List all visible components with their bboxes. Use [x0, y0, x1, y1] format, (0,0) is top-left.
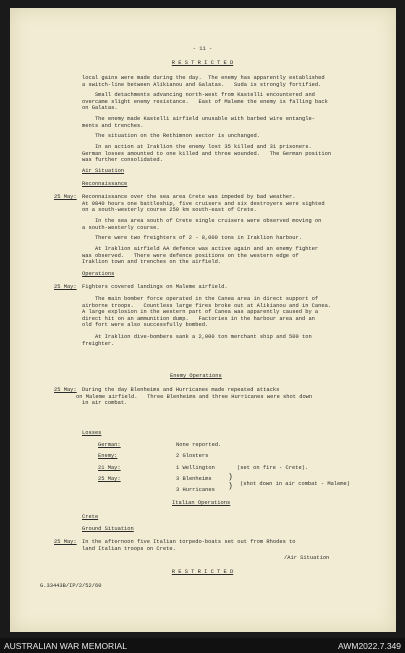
losses-21-may-label: 21 May: — [98, 465, 121, 471]
catchword: /Air Situation — [284, 555, 330, 561]
recce-4-line-1: At Iraklion airfield AA defence was active again and an enemy fighter — [82, 246, 319, 252]
para-3-line-2: ments and trenches. — [82, 122, 144, 129]
heading-air-situation: Air Situation — [82, 168, 125, 174]
archive-footer — [0, 638, 405, 653]
ops-3-line-2: freighter. — [82, 340, 115, 347]
ground-line-1: In the afternoon five Italian torpedo-boats set out from Rhodes to — [82, 539, 296, 545]
losses-enemy-label: Enemy: — [98, 453, 118, 459]
heading-ground-situation: Ground Situation — [82, 526, 134, 532]
recce-4-line-2: was observed. There were defence positions on the western edge of — [82, 252, 299, 259]
date-1: 25 May: — [54, 194, 77, 200]
losses-21-may-value: 1 Wellington — [176, 465, 215, 471]
recce-2-line-1: In the sea area south of Crete single cruisers were observed moving on — [82, 218, 322, 224]
ops-2-line-4: direct hit on an ammunition dump. Factories in the harbour area and an — [82, 315, 315, 322]
losses-21-may-note: (set on fire - Crete). — [237, 465, 309, 471]
date-4: 25 May: — [54, 539, 77, 545]
enemy-ops-line-3: in air combat. — [82, 400, 128, 407]
ops-2-line-2: airborne troops. Countless large fires broke out at Alikianou and in Canea. — [82, 302, 332, 309]
losses-german-value: None reported. — [176, 442, 222, 448]
heading-italian-operations: Italian Operations — [172, 500, 231, 506]
recce-4-line-3: Iraklion town and trenches on the airfield. — [82, 259, 222, 266]
page-number: - 11 - — [192, 46, 213, 52]
heading-losses: Losses — [82, 430, 102, 436]
ops-2-line-5: old fort were also successfully bombed. — [82, 322, 209, 329]
ops-2-line-1: The main bomber force operated in the Canea area in direct support of — [82, 296, 319, 302]
ops-1: Fighters covered landings on Maleme airfield. — [82, 284, 228, 290]
brace-icon: ) ) — [228, 473, 233, 491]
enemy-ops-line-1: During the day Blenheims and Hurricanes made repeated attacks — [82, 387, 280, 393]
recce-1-line-1: Reconnaissance over the sea area Crete was impeded by bad weather. — [82, 194, 296, 200]
ops-2-line-3: A large explosion in the western part of Canea was apparently caused by a — [82, 309, 319, 316]
para-2-line-1: Small detachments advancing north-west from Kastelli encountered and — [82, 92, 315, 98]
enemy-ops-line-2: on Maleme airfield. Three Blenheims and three Hurricanes were shot down — [76, 393, 313, 400]
ground-line-2: land Italian troops on Crete. — [82, 545, 176, 552]
heading-operations: Operations — [82, 271, 115, 277]
para-2-line-3: on Galatas. — [82, 105, 118, 112]
classification-bottom: R E S T R I C T E D — [171, 569, 234, 575]
losses-25-may-value-2: 3 Hurricanes — [176, 487, 215, 493]
classification-top: R E S T R I C T E D — [171, 60, 234, 66]
para-1-line-1: local gains were made during the day. The enemy has apparently established — [82, 75, 325, 81]
para-4: The situation on the Rethimnon sector is unchanged. — [82, 133, 260, 139]
para-3-line-1: The enemy made Kastelli airfield unusable with barbed wire entangle- — [82, 116, 315, 122]
recce-2-line-2: a south-westerly course. — [82, 224, 160, 231]
heading-reconnaissance: Reconnaissance — [82, 181, 128, 187]
recce-1-line-2: At 0840 hours one battleship, five cruisers and six destroyers were sighted — [82, 200, 325, 207]
footer-accession-number: AWM2022.7.349 — [338, 641, 401, 651]
para-5-line-2: German losses amounted to one killed and three wounded. The German position — [82, 150, 332, 157]
heading-enemy-operations: Enemy Operations — [170, 373, 222, 379]
para-1-line-2: a switch-line between Alikianou and Galatas. Suda is strongly fortified. — [82, 81, 322, 88]
footer-institution: AUSTRALIAN WAR MEMORIAL — [4, 641, 127, 651]
losses-25-may-value-1: 3 Blenheims — [176, 476, 212, 482]
recce-1-line-3: on a south-westerly course 250 km south-east of Crete. — [82, 207, 257, 214]
document-reference: G.33443B/IP/2/52/60 — [40, 583, 102, 589]
losses-german-label: German: — [98, 442, 121, 448]
para-5-line-1: In an action at Iraklion the enemy lost 35 killed and 31 prisoners. — [82, 144, 312, 150]
date-2: 25 May: — [54, 284, 77, 290]
para-2-line-2: overcame slight enemy resistance. East of Maleme the enemy is falling back — [82, 98, 328, 105]
para-5-line-3: was further consolidated. — [82, 157, 163, 164]
recce-3: There were two freighters of 2 - 8,000 tons in Iraklion harbour. — [82, 235, 302, 241]
ops-3-line-1: At Iraklion dive-bombers sank a 2,000 ton merchant ship and 500 ton — [82, 334, 312, 340]
heading-crete: Crete — [82, 514, 99, 520]
losses-enemy-value: 2 Glosters — [176, 453, 209, 459]
losses-25-may-note: (shot down in air combat - Maleme) — [240, 481, 350, 487]
date-3: 25 May: — [54, 387, 77, 393]
losses-25-may-label: 25 May: — [98, 476, 121, 482]
